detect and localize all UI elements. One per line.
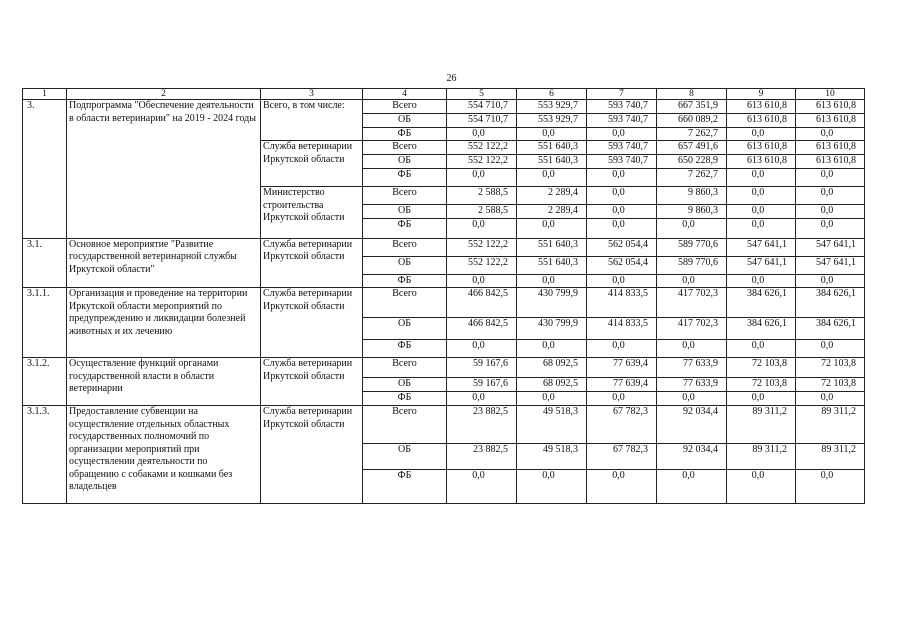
funding-source: ФБ xyxy=(363,218,447,238)
value-cell: 417 702,3 xyxy=(657,288,727,318)
value-cell: 0,0 xyxy=(657,392,727,406)
funding-source: ФБ xyxy=(363,169,447,187)
value-cell: 68 092,5 xyxy=(517,358,587,378)
value-cell: 593 740,7 xyxy=(587,155,657,169)
value-cell: 9 860,3 xyxy=(657,187,727,205)
value-cell: 554 710,7 xyxy=(447,100,517,114)
value-cell: 0,0 xyxy=(796,340,865,358)
measure-name: Подпрограмма "Обеспечение деятельности в области ветеринарии" на 2019 - 2024 годы xyxy=(67,100,261,239)
executor-name: Всего, в том числе: xyxy=(261,100,363,141)
value-cell: 0,0 xyxy=(727,169,796,187)
value-cell: 7 262,7 xyxy=(657,169,727,187)
value-cell: 547 641,1 xyxy=(796,238,865,256)
header-cell: 9 xyxy=(727,89,796,100)
measure-name: Основное мероприятие "Развитие государственной ветеринарной службы Иркутской области" xyxy=(67,238,261,288)
value-cell: 0,0 xyxy=(796,392,865,406)
value-cell: 0,0 xyxy=(796,218,865,238)
value-cell: 430 799,9 xyxy=(517,318,587,340)
header-cell: 4 xyxy=(363,89,447,100)
row-number: 3.1.3. xyxy=(23,406,67,504)
value-cell: 77 633,9 xyxy=(657,358,727,378)
value-cell: 0,0 xyxy=(587,187,657,205)
value-cell: 589 770,6 xyxy=(657,238,727,256)
executor-name: Министерство строительства Иркутской области xyxy=(261,187,363,239)
value-cell: 589 770,6 xyxy=(657,256,727,274)
value-cell: 0,0 xyxy=(447,470,517,504)
header-cell: 8 xyxy=(657,89,727,100)
value-cell: 613 610,8 xyxy=(796,155,865,169)
value-cell: 613 610,8 xyxy=(796,114,865,128)
funding-source: ОБ xyxy=(363,155,447,169)
value-cell: 0,0 xyxy=(517,169,587,187)
value-cell: 77 633,9 xyxy=(657,378,727,392)
funding-source: ОБ xyxy=(363,444,447,470)
value-cell: 551 640,3 xyxy=(517,256,587,274)
value-cell: 552 122,2 xyxy=(447,141,517,155)
value-cell: 384 626,1 xyxy=(727,318,796,340)
value-cell: 0,0 xyxy=(447,218,517,238)
value-cell: 0,0 xyxy=(447,169,517,187)
row-number: 3.1.2. xyxy=(23,358,67,406)
value-cell: 0,0 xyxy=(587,127,657,141)
value-cell: 552 122,2 xyxy=(447,256,517,274)
value-cell: 0,0 xyxy=(587,340,657,358)
value-cell: 547 641,1 xyxy=(727,256,796,274)
header-cell: 3 xyxy=(261,89,363,100)
value-cell: 0,0 xyxy=(587,218,657,238)
value-cell: 49 518,3 xyxy=(517,406,587,444)
table-row xyxy=(23,100,865,114)
header-cell: 5 xyxy=(447,89,517,100)
value-cell: 0,0 xyxy=(447,274,517,288)
value-cell: 68 092,5 xyxy=(517,378,587,392)
executor-name: Служба ветеринарии Иркутской области xyxy=(261,358,363,406)
value-cell: 0,0 xyxy=(727,392,796,406)
funding-source: ФБ xyxy=(363,470,447,504)
budget-table xyxy=(22,88,865,504)
value-cell: 547 641,1 xyxy=(727,238,796,256)
value-cell: 0,0 xyxy=(796,127,865,141)
value-cell: 0,0 xyxy=(727,470,796,504)
funding-source: ОБ xyxy=(363,318,447,340)
funding-source: ОБ xyxy=(363,205,447,219)
value-cell: 0,0 xyxy=(727,274,796,288)
value-cell: 0,0 xyxy=(587,274,657,288)
value-cell: 553 929,7 xyxy=(517,114,587,128)
value-cell: 2 588,5 xyxy=(447,187,517,205)
funding-source: Всего xyxy=(363,358,447,378)
funding-source: Всего xyxy=(363,238,447,256)
value-cell: 0,0 xyxy=(587,205,657,219)
funding-source: Всего xyxy=(363,141,447,155)
table-row xyxy=(23,358,865,378)
value-cell: 551 640,3 xyxy=(517,141,587,155)
header-cell: 7 xyxy=(587,89,657,100)
funding-source: ОБ xyxy=(363,378,447,392)
value-cell: 593 740,7 xyxy=(587,141,657,155)
value-cell: 0,0 xyxy=(796,274,865,288)
value-cell: 2 289,4 xyxy=(517,205,587,219)
value-cell: 59 167,6 xyxy=(447,358,517,378)
executor-name: Служба ветеринарии Иркутской области xyxy=(261,406,363,504)
value-cell: 466 842,5 xyxy=(447,318,517,340)
value-cell: 7 262,7 xyxy=(657,127,727,141)
value-cell: 552 122,2 xyxy=(447,155,517,169)
value-cell: 0,0 xyxy=(727,218,796,238)
value-cell: 23 882,5 xyxy=(447,444,517,470)
value-cell: 593 740,7 xyxy=(587,100,657,114)
header-cell: 6 xyxy=(517,89,587,100)
funding-source: ОБ xyxy=(363,114,447,128)
value-cell: 660 089,2 xyxy=(657,114,727,128)
value-cell: 551 640,3 xyxy=(517,238,587,256)
value-cell: 77 639,4 xyxy=(587,358,657,378)
value-cell: 547 641,1 xyxy=(796,256,865,274)
value-cell: 551 640,3 xyxy=(517,155,587,169)
value-cell: 554 710,7 xyxy=(447,114,517,128)
value-cell: 0,0 xyxy=(796,205,865,219)
value-cell: 414 833,5 xyxy=(587,318,657,340)
value-cell: 613 610,8 xyxy=(727,100,796,114)
value-cell: 2 588,5 xyxy=(447,205,517,219)
value-cell: 72 103,8 xyxy=(796,378,865,392)
measure-name: Организация и проведение на территории Иркутской области мероприятий по предупреждению и ликвидации болезней животных и их лечению xyxy=(67,288,261,358)
value-cell: 0,0 xyxy=(517,127,587,141)
value-cell: 0,0 xyxy=(587,169,657,187)
header-row xyxy=(23,89,865,100)
value-cell: 0,0 xyxy=(447,340,517,358)
value-cell: 77 639,4 xyxy=(587,378,657,392)
value-cell: 0,0 xyxy=(727,205,796,219)
funding-source: Всего xyxy=(363,187,447,205)
table-body xyxy=(23,100,865,504)
value-cell: 562 054,4 xyxy=(587,256,657,274)
value-cell: 0,0 xyxy=(517,392,587,406)
value-cell: 59 167,6 xyxy=(447,378,517,392)
value-cell: 0,0 xyxy=(727,340,796,358)
row-number: 3.1.1. xyxy=(23,288,67,358)
value-cell: 0,0 xyxy=(657,340,727,358)
funding-source: Всего xyxy=(363,406,447,444)
value-cell: 89 311,2 xyxy=(727,444,796,470)
value-cell: 2 289,4 xyxy=(517,187,587,205)
value-cell: 613 610,8 xyxy=(796,100,865,114)
value-cell: 466 842,5 xyxy=(447,288,517,318)
table-row xyxy=(23,238,865,256)
value-cell: 92 034,4 xyxy=(657,406,727,444)
value-cell: 414 833,5 xyxy=(587,288,657,318)
value-cell: 0,0 xyxy=(727,187,796,205)
value-cell: 593 740,7 xyxy=(587,114,657,128)
value-cell: 0,0 xyxy=(657,274,727,288)
value-cell: 72 103,8 xyxy=(727,358,796,378)
executor-name: Служба ветеринарии Иркутской области xyxy=(261,141,363,187)
value-cell: 417 702,3 xyxy=(657,318,727,340)
funding-source: ФБ xyxy=(363,392,447,406)
value-cell: 67 782,3 xyxy=(587,406,657,444)
value-cell: 23 882,5 xyxy=(447,406,517,444)
value-cell: 384 626,1 xyxy=(727,288,796,318)
executor-name: Служба ветеринарии Иркутской области xyxy=(261,238,363,288)
value-cell: 650 228,9 xyxy=(657,155,727,169)
funding-source: Всего xyxy=(363,100,447,114)
value-cell: 72 103,8 xyxy=(727,378,796,392)
header-cell: 1 xyxy=(23,89,67,100)
table-row xyxy=(23,288,865,318)
value-cell: 667 351,9 xyxy=(657,100,727,114)
row-number: 3. xyxy=(23,100,67,239)
value-cell: 89 311,2 xyxy=(727,406,796,444)
value-cell: 384 626,1 xyxy=(796,288,865,318)
value-cell: 562 054,4 xyxy=(587,238,657,256)
header-cell: 2 xyxy=(67,89,261,100)
value-cell: 613 610,8 xyxy=(796,141,865,155)
value-cell: 72 103,8 xyxy=(796,358,865,378)
value-cell: 0,0 xyxy=(657,470,727,504)
value-cell: 0,0 xyxy=(517,274,587,288)
value-cell: 49 518,3 xyxy=(517,444,587,470)
value-cell: 0,0 xyxy=(517,218,587,238)
value-cell: 0,0 xyxy=(517,470,587,504)
value-cell: 613 610,8 xyxy=(727,155,796,169)
row-number: 3.1. xyxy=(23,238,67,288)
value-cell: 0,0 xyxy=(587,392,657,406)
measure-name: Осуществление функций органами государственной власти в области ветеринарии xyxy=(67,358,261,406)
value-cell: 0,0 xyxy=(517,340,587,358)
value-cell: 0,0 xyxy=(727,127,796,141)
value-cell: 430 799,9 xyxy=(517,288,587,318)
value-cell: 0,0 xyxy=(447,127,517,141)
value-cell: 552 122,2 xyxy=(447,238,517,256)
table-row xyxy=(23,406,865,444)
value-cell: 657 491,6 xyxy=(657,141,727,155)
value-cell: 0,0 xyxy=(796,169,865,187)
value-cell: 0,0 xyxy=(587,470,657,504)
value-cell: 9 860,3 xyxy=(657,205,727,219)
value-cell: 0,0 xyxy=(796,187,865,205)
value-cell: 553 929,7 xyxy=(517,100,587,114)
funding-source: ФБ xyxy=(363,127,447,141)
measure-name: Предоставление субвенции на осуществление отдельных областных государственных полномочий по организации мероприятий при осуществлении деятельности по обращению с собаками и кошками без владельцев xyxy=(67,406,261,504)
value-cell: 613 610,8 xyxy=(727,141,796,155)
funding-source: ФБ xyxy=(363,340,447,358)
header-cell: 10 xyxy=(796,89,865,100)
funding-source: ОБ xyxy=(363,256,447,274)
value-cell: 384 626,1 xyxy=(796,318,865,340)
value-cell: 0,0 xyxy=(796,470,865,504)
executor-name: Служба ветеринарии Иркутской области xyxy=(261,288,363,358)
page-number: 26 xyxy=(446,73,457,84)
value-cell: 0,0 xyxy=(657,218,727,238)
value-cell: 89 311,2 xyxy=(796,444,865,470)
value-cell: 92 034,4 xyxy=(657,444,727,470)
value-cell: 89 311,2 xyxy=(796,406,865,444)
funding-source: Всего xyxy=(363,288,447,318)
funding-source: ФБ xyxy=(363,274,447,288)
value-cell: 0,0 xyxy=(447,392,517,406)
value-cell: 613 610,8 xyxy=(727,114,796,128)
value-cell: 67 782,3 xyxy=(587,444,657,470)
